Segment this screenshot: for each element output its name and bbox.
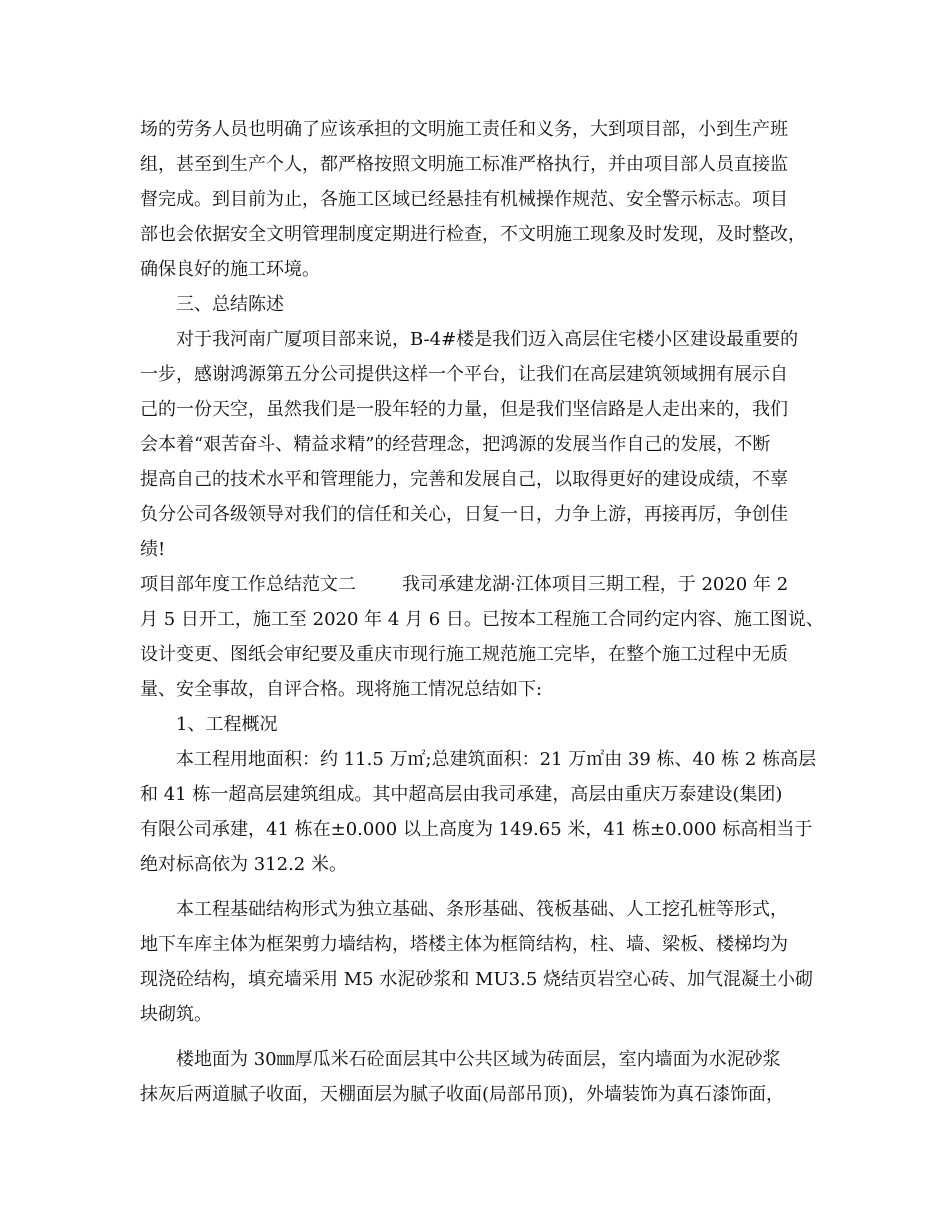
text-line: 己的一份天空，虽然我们是一股年轻的力量，但是我们坚信路是人走出来的，我们: [140, 399, 788, 420]
paragraph: [140, 322, 814, 567]
paragraph-gap: [140, 882, 814, 892]
text-line: 月 5 日开工，施工至 2020 年 4 月 6 日。已按本工程施工合同约定内容、施工图说、: [140, 609, 824, 630]
paragraph: [140, 742, 817, 882]
text-line: 量、安全事故，自评合格。现将施工情况总结如下:: [140, 679, 543, 700]
title-line: [140, 567, 814, 602]
text-line: 部也会依据安全文明管理制度定期进行检查，不文明施工现象及时发现，及时整改，: [140, 224, 806, 245]
text-line: 地下车库主体为框架剪力墙结构，塔楼主体为框筒结构，柱、墙、梁板、楼梯均为: [140, 934, 788, 955]
text-line: 确保良好的施工环境。: [140, 259, 320, 280]
paragraph: [140, 1042, 814, 1112]
text-line: 本工程基础结构形式为独立基础、条形基础、筏板基础、人工挖孔桩等形式，: [176, 899, 788, 920]
text-line: 对于我河南广厦项目部来说，B-4#楼是我们迈入高层住宅楼小区建设最重要的: [176, 329, 799, 350]
paragraph: [140, 892, 814, 1032]
document-title: 项目部年度工作总结范文二: [140, 574, 356, 595]
paragraph: [140, 112, 814, 287]
text-line: 会本着“艰苦奋斗、精益求精”的经营理念，把鸿源的发展当作自己的发展，不断: [140, 434, 771, 455]
text-line: 提高自己的技术水平和管理能力，完善和发展自己，以取得更好的建设成绩，不辜: [140, 469, 788, 490]
section-heading: 1、工程概况: [176, 714, 278, 735]
text-line: 场的劳务人员也明确了应该承担的文明施工责任和义务，大到项目部，小到生产班: [140, 119, 788, 140]
text-line: 现浇砼结构，填充墙采用 M5 水泥砂浆和 MU3.5 烧结页岩空心砖、加气混凝土小砌: [140, 969, 813, 990]
text-line: 抹灰后两道腻子收面，天棚面层为腻子收面(局部吊顶)，外墙装饰为真石漆饰面，: [140, 1084, 785, 1105]
paragraph-gap: [140, 1032, 814, 1042]
paragraph: [140, 602, 824, 707]
text-line: 督完成。到目前为止，各施工区域已经悬挂有机械操作规范、安全警示标志。项目: [140, 189, 788, 210]
text-line: 本工程用地面积：约 11.5 万㎡;总建筑面积：21 万㎡由 39 栋、40 栋 2 栋高层: [176, 749, 817, 770]
text-line: 块砌筑。: [140, 1004, 212, 1025]
text-line: 组，甚至到生产个人，都严格按照文明施工标准严格执行，并由项目部人员直接监: [140, 154, 788, 175]
text-line: 绩!: [140, 539, 166, 560]
text-line: 设计变更、图纸会审纪要及重庆市现行施工规范施工完毕，在整个施工过程中无质: [140, 644, 788, 665]
text-line: 有限公司承建，41 栋在±0.000 以上高度为 149.65 米，41 栋±0.000 标高相当于: [140, 819, 813, 840]
text-line: 绝对标高依为 312.2 米。: [140, 854, 347, 875]
text-line: 一步，感谢鸿源第五分公司提供这样一个平台，让我们在高层建筑领域拥有展示自: [140, 364, 788, 385]
document-body: [140, 112, 824, 1112]
text-line: 和 41 栋一超高层建筑组成。其中超高层由我司承建，高层由重庆万泰建设(集团): [140, 784, 783, 805]
text-line: 楼地面为 30㎜厚瓜米石砼面层其中公共区域为砖面层，室内墙面为水泥砂浆: [176, 1049, 781, 1070]
text-line: 负分公司各级领导对我们的信任和关心，日复一日，力争上游，再接再厉，争创佳: [140, 504, 788, 525]
text-segment: 我司承建龙湖·江体项目三期工程，于 2020 年 2: [402, 574, 789, 595]
section-heading: 三、总结陈述: [176, 294, 284, 315]
